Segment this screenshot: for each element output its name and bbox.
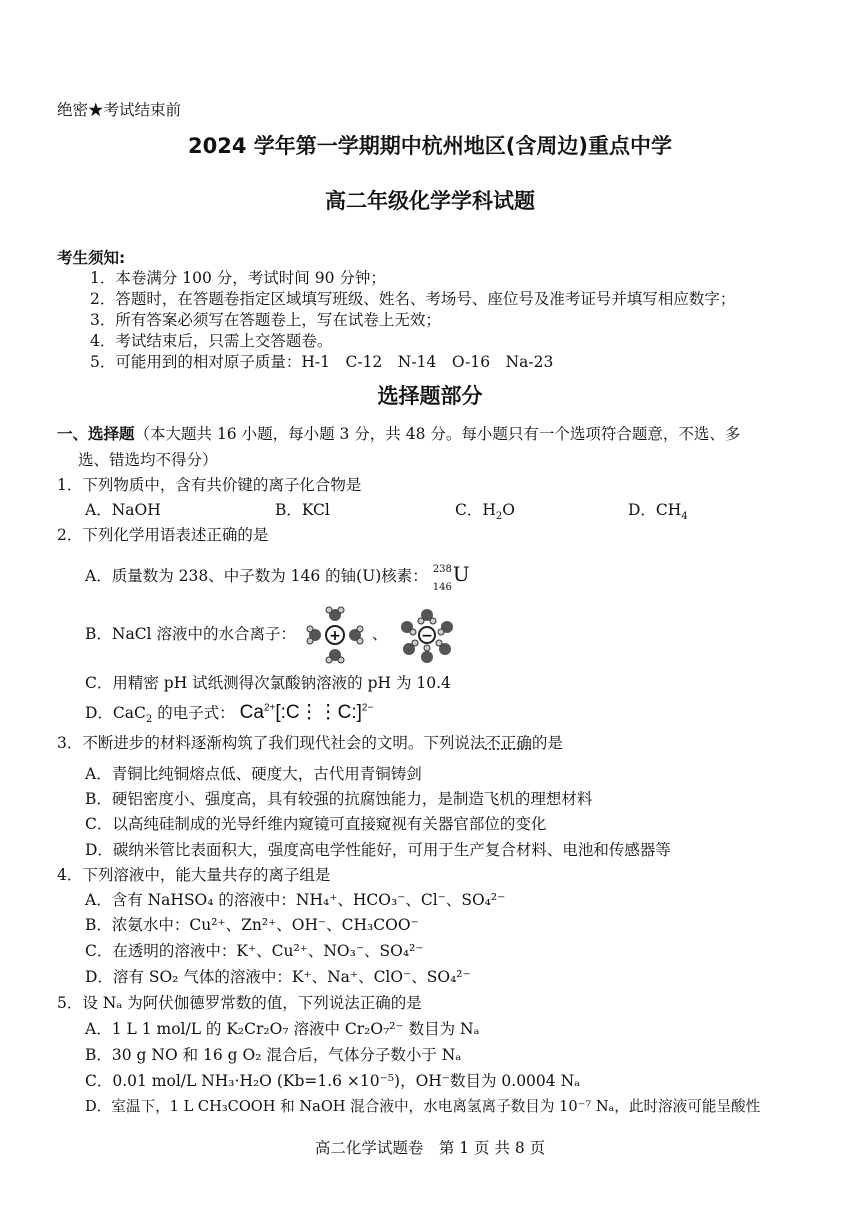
q4-stem: 4．下列溶液中，能大量共存的离子组是 xyxy=(57,866,331,884)
hydrated-anion-figure xyxy=(395,605,459,665)
section-title: 选择题部分 xyxy=(377,384,483,408)
q5-option-d: D．室温下，1 L CH₃COOH 和 NaOH 混合液中，水电离氢离子数目为 10⁻⁷ Nₐ，此时溶液可能呈酸性 xyxy=(85,1098,761,1115)
ion-separator: 、 xyxy=(372,625,388,643)
q3-option-c: C．以高纯硅制成的光导纤维内窥镜可直接窥视有关器官部位的变化 xyxy=(85,815,547,833)
svg-text:+: + xyxy=(329,628,341,644)
svg-text:−: − xyxy=(421,628,433,644)
secret-mark: 绝密★考试结束前 xyxy=(57,101,182,119)
part1-desc: （本大题共 16 小题，每小题 3 分，共 48 分。每小题只有一个选项符合题意，不选、多 xyxy=(134,425,741,443)
q4-option-d: D．溶有 SO₂ 气体的溶液中：K⁺、Na⁺、ClO⁻、SO₄²⁻ xyxy=(85,968,471,986)
q4-option-b: B．浓氨水中：Cu²⁺、Zn²⁺、OH⁻、CH₃COO⁻ xyxy=(85,916,419,934)
q5-stem: 5．设 Nₐ 为阿伏伽德罗常数的值，下列说法正确的是 xyxy=(57,994,422,1012)
q4-option-a: A．含有 NaHSO₄ 的溶液中：NH₄⁺、HCO₃⁻、Cl⁻、SO₄²⁻ xyxy=(85,891,506,909)
q2-option-b-text: B．NaCl 溶液中的水合离子： xyxy=(85,625,296,643)
notice-item: 1．本卷满分 100 分，考试时间 90 分钟； xyxy=(90,269,386,287)
q1-option-d: D．$CH_4$ xyxy=(628,501,688,523)
page-footer: 高二化学试题卷 第 1 页 共 8 页 xyxy=(314,1139,546,1157)
notice-item: 2．答题时，在答题卷指定区域填写班级、姓名、考场号、座位号及准考证号并填写相应数字； xyxy=(90,290,736,308)
notice-item: 3．所有答案必须写在答题卷上，写在试卷上无效； xyxy=(90,311,441,329)
uranium-nuclide-symbol: 238 146 U xyxy=(432,562,470,593)
q5-option-b: B．30 g NO 和 16 g O₂ 混合后，气体分子数小于 Nₐ xyxy=(85,1046,462,1064)
q3-option-d: D．碳纳米管比表面积大，强度高电学性能好，可用于生产复合材料、电池和传感器等 xyxy=(85,841,671,859)
cac2-electron-formula: $Ca^{2+}[:C⋮⋮C:]^{2-}$ xyxy=(239,702,374,723)
notice-item: 5．可能用到的相对原子质量：H-1 C-12 N-14 O-16 Na-23 xyxy=(90,353,554,371)
q3-stem: 3．不断进步的材料逐渐构筑了我们现代社会的文明。下列说法不正确的是 xyxy=(57,734,563,752)
q2-stem: 2．下列化学用语表述正确的是 xyxy=(57,526,269,544)
q1-stem: 1．下列物质中，含有共价键的离子化合物是 xyxy=(57,476,362,494)
exam-title-line1: 2024 学年第一学期期中杭州地区(含周边)重点中学 xyxy=(188,134,672,158)
q2-option-d: D．CaC$_2$ 的电子式： $Ca^{2+}[:C⋮⋮C:]^{2-}$ xyxy=(85,702,374,726)
q4-option-c: C．在透明的溶液中：K⁺、Cu²⁺、NO₃⁻、SO₄²⁻ xyxy=(85,942,424,960)
part1-label: 一、选择题 xyxy=(57,425,135,443)
q1-option-a: A．NaOH xyxy=(85,501,161,519)
hydrated-cation-figure xyxy=(305,605,365,665)
q5-option-c: C．0.01 mol/L NH₃·H₂O (Kb=1.6 ×10⁻⁵)，OH⁻数目为 0.0004 Nₐ xyxy=(85,1072,581,1090)
notice-item: 4．考试结束后，只需上交答题卷。 xyxy=(90,332,333,350)
part1-desc-cont: 选、错选均不得分） xyxy=(78,451,218,469)
exam-title-line2: 高二年级化学学科试题 xyxy=(325,189,535,213)
q2-option-a: A．质量数为 238、中子数为 146 的铀(U)核素： 238 146 U xyxy=(85,562,470,593)
q3-option-a: A．青铜比纯铜熔点低、硬度大，古代用青铜铸剑 xyxy=(85,765,422,783)
q1-option-b: B．KCl xyxy=(275,501,330,519)
q3-option-b: B．硬铝密度小、强度高，具有较强的抗腐蚀能力，是制造飞机的理想材料 xyxy=(85,790,593,808)
part1-header xyxy=(57,424,740,444)
q2-option-c: C．用精密 pH 试纸测得次氯酸钠溶液的 pH 为 10.4 xyxy=(85,674,451,692)
notice-heading: 考生须知: xyxy=(57,249,126,267)
q5-option-a: A．1 L 1 mol/L 的 K₂Cr₂O₇ 溶液中 Cr₂O₇²⁻ 数目为 Nₐ xyxy=(85,1020,480,1038)
q1-option-c: C．$H_2O$ xyxy=(455,501,515,523)
